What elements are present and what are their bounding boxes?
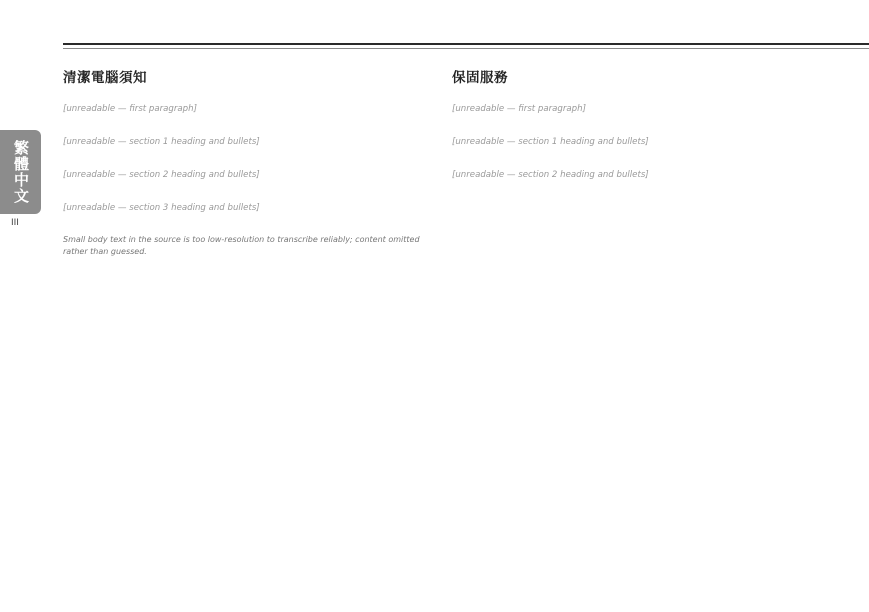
left-title: 清潔電腦須知 xyxy=(63,70,147,86)
right-section-unreadable-2: [unreadable — section 2 heading and bullets] xyxy=(452,170,649,180)
left-column xyxy=(63,66,423,258)
left-section-unreadable-3: [unreadable — section 3 heading and bullets] xyxy=(63,203,260,213)
right-column xyxy=(452,66,817,201)
language-tab xyxy=(0,130,41,214)
right-section-unreadable-1: [unreadable — section 1 heading and bullets] xyxy=(452,137,649,147)
page-number: III xyxy=(11,218,19,228)
right-title: 保固服務 xyxy=(452,70,508,86)
left-section-unreadable-2: [unreadable — section 2 heading and bullets] xyxy=(63,170,260,180)
right-body-unreadable: [unreadable — first paragraph] xyxy=(452,104,586,114)
left-body-unreadable: [unreadable — first paragraph] xyxy=(63,104,197,114)
language-tab-label: 繁體中文 xyxy=(12,140,30,204)
header-rule-thin xyxy=(63,48,869,49)
header-rule-thick xyxy=(63,43,869,45)
left-section-unreadable-1: [unreadable — section 1 heading and bullets] xyxy=(63,137,260,147)
transcription-note: Small body text in the source is too low-resolution to transcribe reliably; content omitted rather than guessed. xyxy=(63,235,420,256)
